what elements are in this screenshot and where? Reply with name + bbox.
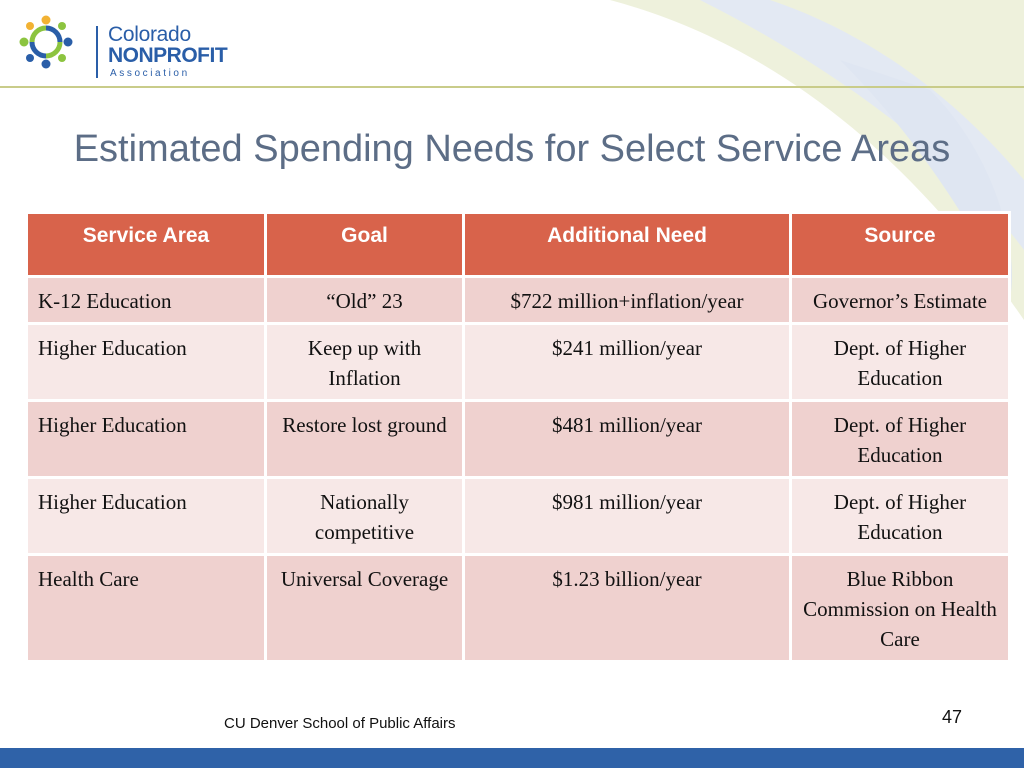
cell-additional-need: $981 million/year (464, 478, 791, 555)
bottom-bar (0, 748, 1024, 768)
column-header-service-area: Service Area (27, 213, 266, 277)
footer-text: CU Denver School of Public Affairs (224, 715, 456, 732)
table-header-row (27, 213, 1010, 277)
cell-service-area: Higher Education (27, 401, 266, 478)
cell-additional-need: $1.23 billion/year (464, 555, 791, 662)
cell-source: Blue Ribbon Commission on Health Care (791, 555, 1010, 662)
logo-text-nonprofit: NONPROFIT (108, 44, 228, 67)
column-header-goal: Goal (266, 213, 464, 277)
cell-goal: Keep up with Inflation (266, 324, 464, 401)
cell-goal: Nationally competitive (266, 478, 464, 555)
table-row (27, 555, 1010, 662)
logo-text-association: Association (110, 68, 190, 79)
cell-service-area: Higher Education (27, 478, 266, 555)
header-rule (0, 86, 1024, 88)
column-header-source: Source (791, 213, 1010, 277)
cell-additional-need: $241 million/year (464, 324, 791, 401)
spending-needs-table-container (25, 211, 1008, 663)
cell-goal: “Old” 23 (266, 277, 464, 324)
cell-additional-need: $481 million/year (464, 401, 791, 478)
cell-source: Dept. of Higher Education (791, 478, 1010, 555)
association-emblem-icon (14, 12, 84, 72)
colorado-nonprofit-logo (14, 12, 228, 79)
cell-source: Dept. of Higher Education (791, 324, 1010, 401)
slide-title: Estimated Spending Needs for Select Service Areas (73, 128, 951, 170)
cell-goal: Restore lost ground (266, 401, 464, 478)
cell-goal: Universal Coverage (266, 555, 464, 662)
table-row (27, 324, 1010, 401)
table-row (27, 478, 1010, 555)
cell-service-area: Higher Education (27, 324, 266, 401)
column-header-additional-need: Additional Need (464, 213, 791, 277)
cell-service-area: K-12 Education (27, 277, 266, 324)
cell-additional-need: $722 million+inflation/year (464, 277, 791, 324)
cell-source: Governor’s Estimate (791, 277, 1010, 324)
spending-needs-table (25, 211, 1011, 663)
cell-source: Dept. of Higher Education (791, 401, 1010, 478)
table-row (27, 277, 1010, 324)
page-number: 47 (942, 707, 963, 727)
table-row (27, 401, 1010, 478)
logo-text-colorado: Colorado (108, 23, 191, 46)
logo-divider (96, 26, 98, 78)
cell-service-area: Health Care (27, 555, 266, 662)
